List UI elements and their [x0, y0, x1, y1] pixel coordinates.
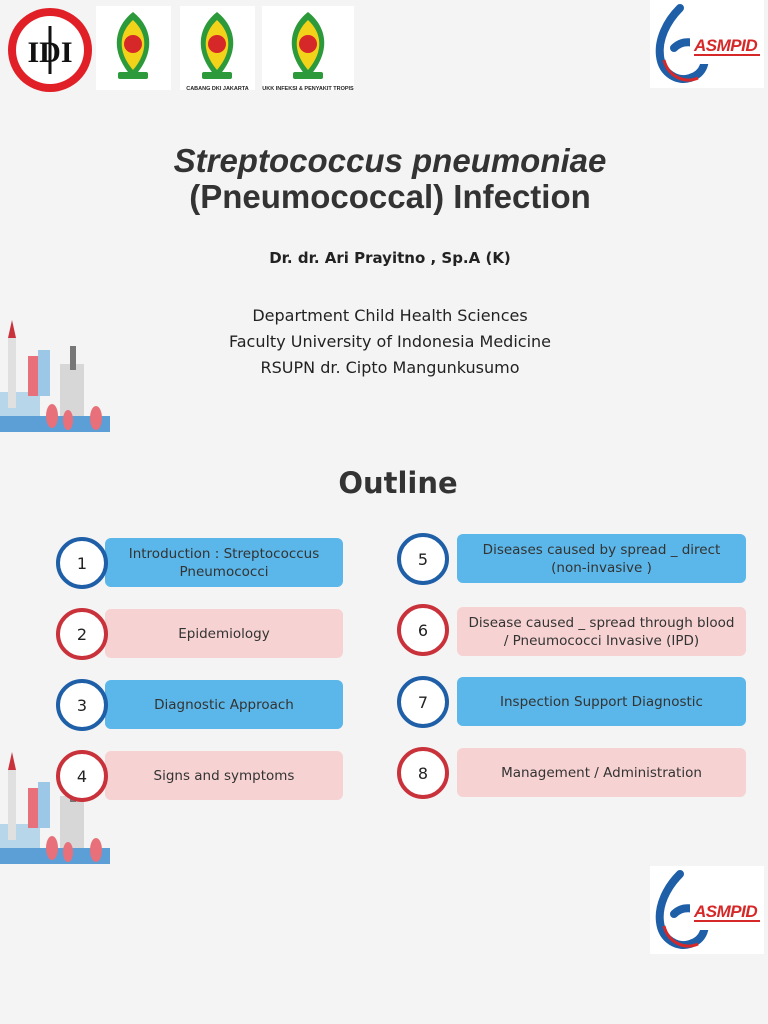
idai-dki-caption: CABANG DKI JAKARTA	[186, 86, 249, 92]
outline-number: 8	[397, 747, 449, 799]
outline-number: 1	[56, 537, 108, 589]
title-line-1: Streptococcus pneumoniae	[173, 142, 607, 179]
asmpid-logo-bottom	[650, 866, 764, 954]
author: Dr. dr. Ari Prayitno , Sp.A (K)	[269, 249, 511, 267]
outline-label: Signs and symptoms	[105, 751, 343, 800]
idai-logo	[96, 6, 171, 90]
outline-label: Introduction : Streptococcus Pneumococci	[105, 538, 343, 587]
jakarta-monument-illustration	[0, 316, 110, 436]
outline-heading: Outline	[338, 466, 458, 500]
idai-leaf-icon	[96, 6, 171, 84]
idai-ukk-logo	[262, 6, 354, 90]
affiliation-hospital: RSUPN dr. Cipto Mangunkusumo	[260, 358, 520, 377]
outline-label: Epidemiology	[105, 609, 343, 658]
idai-leaf-icon	[180, 6, 255, 84]
outline-label: Diagnostic Approach	[105, 680, 343, 729]
outline-label: Management / Administration	[457, 748, 746, 797]
outline-number: 5	[397, 533, 449, 585]
outline-label: Disease caused _ spread through blood / Pneumococci Invasive (IPD)	[457, 607, 746, 656]
outline-number: 3	[56, 679, 108, 731]
outline-number: 7	[397, 676, 449, 728]
outline-label: Inspection Support Diagnostic	[457, 677, 746, 726]
asmpid-label: ASMPID	[694, 36, 758, 55]
svg-text:IDI: IDI	[27, 36, 73, 69]
idai-leaf-icon	[262, 6, 354, 84]
asmpid-label: ASMPID	[694, 902, 758, 921]
idi-logo-icon	[6, 6, 94, 94]
outline-label: Diseases caused by spread _ direct (non-invasive )	[457, 534, 746, 583]
title-line-2: (Pneumococcal) Infection	[189, 178, 591, 215]
outline-number: 4	[56, 750, 108, 802]
asmpid-logo-top	[650, 0, 764, 88]
outline-number: 6	[397, 604, 449, 656]
outline-number: 2	[56, 608, 108, 660]
affiliation-department: Department Child Health Sciences	[252, 306, 528, 325]
idai-ukk-caption: UKK INFEKSI & PENYAKIT TROPIS	[262, 86, 354, 92]
idai-dki-logo	[180, 6, 255, 90]
affiliation-faculty: Faculty University of Indonesia Medicine	[229, 332, 551, 351]
